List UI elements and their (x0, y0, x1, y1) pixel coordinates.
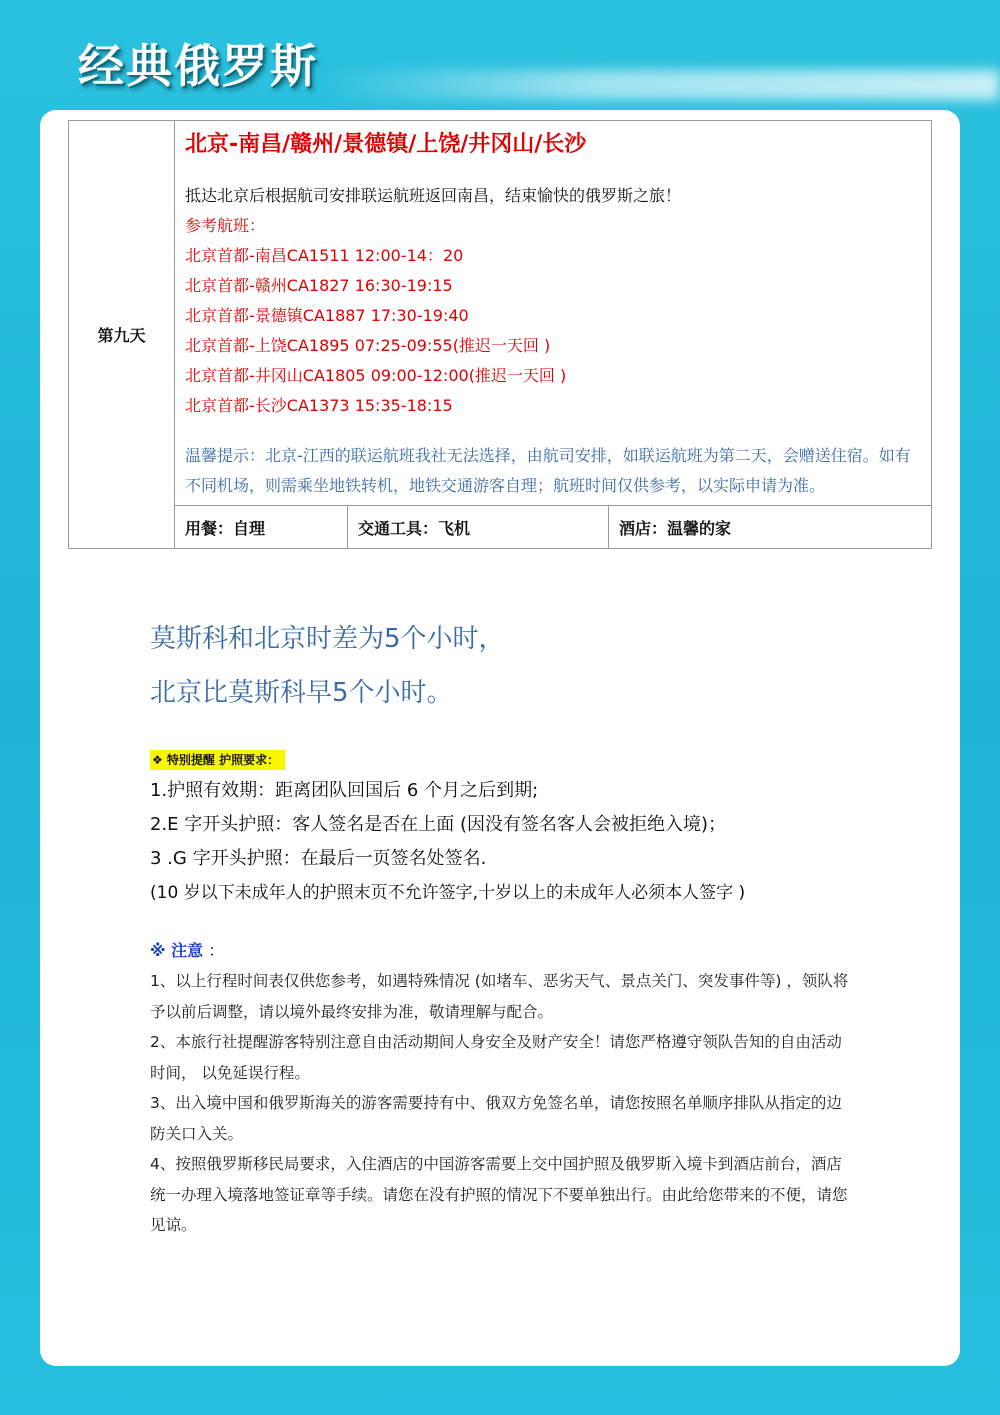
notes-header (150, 940, 224, 962)
note-item: 2、本旅行社提醒游客特别注意自由活动期间人身安全及财产安全！请您严格遵守领队告知的自由活动时间， 以免延误行程。 (150, 1033, 842, 1082)
intro-text: 抵达北京后根据航司安排联运航班返回南昌，结束愉快的俄罗斯之旅！ (185, 186, 682, 205)
flight-item: 北京首都-景德镇CA1887 17:30-19:40 (185, 306, 469, 325)
meal-cell: 用餐：自理 (175, 506, 348, 549)
note-item: 3、出入境中国和俄罗斯海关的游客需要持有中、俄双方免签名单，请您按照名单顺序排队从指定的边防关口入关。 (150, 1094, 842, 1143)
route-title: 北京-南昌/赣州/景德镇/上饶/井冈山/长沙 (185, 132, 587, 157)
flight-item: 北京首都-南昌CA1511 12:00-14：20 (185, 246, 464, 265)
passport-item: 3 .G 字开头护照：在最后一页签名处签名. (150, 848, 487, 869)
passport-item: 2.E 字开头护照：客人签名是否在上面 (因没有签名客人会被拒绝入境)； (150, 814, 727, 835)
flight-item: 北京首都-赣州CA1827 16:30-19:15 (185, 276, 453, 295)
day-label: 第九天 (69, 121, 175, 549)
passport-item: (10 岁以下未成年人的护照末页不允许签字,十岁以上的未成年人必须本人签字 ) (150, 883, 746, 903)
transport-cell: 交通工具：飞机 (348, 506, 609, 549)
flight-item: 北京首都-长沙CA1373 15:35-18:15 (185, 396, 453, 415)
flight-item: 北京首都-上饶CA1895 07:25-09:55(推迟一天回 ) (185, 336, 551, 355)
flight-item: 北京首都-井冈山CA1805 09:00-12:00(推迟一天回 ) (185, 366, 567, 385)
notes-mark: ※ 注意 (150, 941, 204, 960)
hotel-cell: 酒店：温馨的家 (609, 506, 932, 549)
banner-title: 经典俄罗斯 (78, 39, 318, 93)
time-diff-line: 北京比莫斯科早5个小时。 (150, 678, 453, 708)
day-content (175, 121, 932, 506)
note-item: 1、以上行程时间表仅供您参考，如遇特殊情况 (如堵车、恶劣天气、景点关门、突发事件等) ，领队将予以前后调整，请以境外最终安排为准，敬请理解与配合。 (150, 972, 849, 1021)
notes-colon: ： (208, 941, 225, 960)
content-card (40, 110, 960, 1366)
special-reminder-header: ❖ 特别提醒 护照要求： (150, 750, 285, 770)
notes-list (150, 966, 850, 1241)
note-item: 4、按照俄罗斯移民局要求，入住酒店的中国游客需要上交中国护照及俄罗斯入境卡到酒店前台，酒店统一办理入境落地签证章等手续。请您在没有护照的情况下不要单独出行。由此给您带来的不便，请您见谅。 (150, 1155, 848, 1234)
itinerary-table (68, 120, 932, 549)
banner-glow (320, 70, 1000, 100)
flights-label: 参考航班： (185, 216, 266, 235)
time-difference (150, 612, 505, 720)
passport-requirements (150, 774, 745, 910)
passport-item: 1.护照有效期：距离团队回国后 6 个月之后到期; (150, 780, 539, 801)
time-diff-line: 莫斯科和北京时差为5个小时， (150, 624, 505, 654)
warm-tip: 温馨提示：北京-江西的联运航班我社无法选择，由航司安排，如联运航班为第二天，会赠送住宿。如有不同机场，则需乘坐地铁转机，地铁交通游客自理；航班时间仅供参考，以实际申请为准。 (185, 446, 911, 495)
